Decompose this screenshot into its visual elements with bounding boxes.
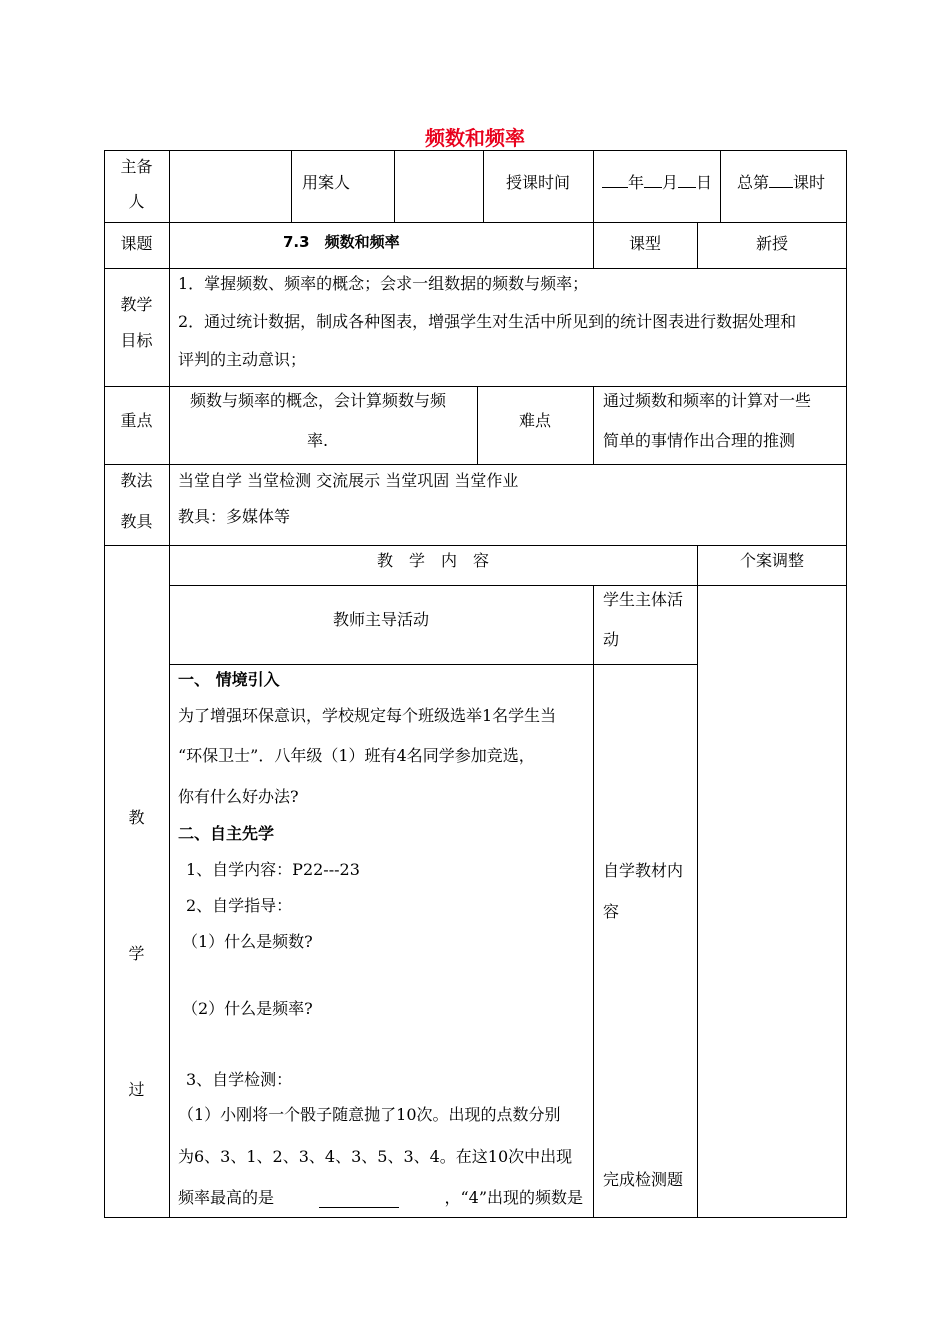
section-1-title: 一、 情境引入 bbox=[178, 670, 280, 689]
table-border-bottom bbox=[104, 1217, 847, 1218]
section-1-text: 你有什么好办法? bbox=[178, 787, 299, 806]
methods-label: 教法 bbox=[120, 471, 153, 490]
row-divider bbox=[104, 545, 847, 546]
question: （1）什么是频数? bbox=[182, 932, 313, 951]
process-label-char: 教 bbox=[128, 808, 145, 827]
row-divider bbox=[169, 664, 697, 665]
lesson-count: 总第 课时 bbox=[737, 173, 826, 192]
row-divider bbox=[169, 585, 847, 586]
student-note-2: 容 bbox=[603, 902, 620, 921]
exercise-text: 为6、3、1、2、3、4、3、5、3、4。在这10次中出现 bbox=[178, 1147, 573, 1166]
objective-3: 评判的主动意识； bbox=[178, 350, 307, 369]
col-divider bbox=[169, 150, 170, 1218]
exercise-text: （1）小刚将一个骰子随意抛了10次。出现的点数分别 bbox=[178, 1105, 561, 1124]
self-study-item: 3、自学检测： bbox=[186, 1070, 293, 1089]
difficulty-label: 难点 bbox=[518, 411, 551, 430]
row-divider bbox=[104, 268, 847, 269]
process-label-char: 学 bbox=[128, 944, 145, 963]
student-header: 学生主体活 bbox=[603, 590, 684, 609]
difficulty-value-2: 简单的事情作出合理的推测 bbox=[603, 431, 796, 450]
date-field: 年 月 日 bbox=[602, 173, 712, 193]
row-divider bbox=[104, 386, 847, 387]
col-divider bbox=[291, 150, 292, 223]
tools-value: 教具：多媒体等 bbox=[178, 507, 291, 526]
preparer-label-2: 人 bbox=[128, 192, 145, 211]
topic-label: 课题 bbox=[120, 234, 153, 253]
table-border-right bbox=[846, 150, 847, 1218]
student-note: 自学教材内 bbox=[603, 861, 684, 880]
col-divider bbox=[394, 150, 395, 223]
answer-blank[interactable] bbox=[319, 1188, 399, 1208]
section-1-text: “环保卫士”．八年级（1）班有4名同学参加竞选， bbox=[178, 746, 535, 765]
methods-value: 当堂自学 当堂检测 交流展示 当堂巩固 当堂作业 bbox=[178, 471, 519, 490]
table-border-top bbox=[104, 150, 847, 151]
objectives-label: 教学 bbox=[120, 295, 153, 314]
exercise-text: 频率最高的是 ，“4”出现的频数是 bbox=[178, 1188, 583, 1207]
tools-label: 教具 bbox=[120, 512, 153, 531]
topic-value: 7.3 频数和频率 bbox=[283, 233, 400, 251]
type-value: 新授 bbox=[755, 234, 788, 253]
type-label: 课型 bbox=[628, 234, 661, 253]
keypoint-value: 频数与频率的概念，会计算频数与频 bbox=[190, 391, 447, 410]
self-study-item: 1、自学内容：P22---23 bbox=[186, 860, 360, 879]
keypoint-label: 重点 bbox=[120, 411, 153, 430]
question: （2）什么是频率? bbox=[182, 999, 313, 1018]
objective-1: 1．掌握频数、频率的概念；会求一组数据的频数与频率； bbox=[178, 274, 589, 293]
process-label-char: 过 bbox=[128, 1080, 145, 1099]
student-header-2: 动 bbox=[603, 630, 620, 649]
objective-2: 2．通过统计数据，制成各种图表，增强学生对生活中所见到的统计图表进行数据处理和 bbox=[178, 312, 797, 331]
preparer-label: 主备 bbox=[120, 157, 153, 176]
time-label: 授课时间 bbox=[505, 173, 570, 192]
objectives-label-2: 目标 bbox=[120, 331, 153, 350]
col-divider bbox=[697, 545, 698, 1218]
difficulty-value: 通过频数和频率的计算对一些 bbox=[603, 391, 812, 410]
teacher-header: 教师主导活动 bbox=[332, 610, 429, 629]
adjust-header: 个案调整 bbox=[739, 551, 804, 570]
col-divider bbox=[593, 386, 594, 465]
col-divider bbox=[593, 585, 594, 1218]
self-study-item: 2、自学指导： bbox=[186, 896, 293, 915]
col-divider bbox=[593, 150, 594, 223]
user-label: 用案人 bbox=[302, 173, 351, 192]
student-note-3: 完成检测题 bbox=[603, 1170, 684, 1189]
keypoint-value-2: 率. bbox=[307, 431, 329, 450]
page-title: 频数和频率 bbox=[425, 126, 525, 150]
section-2-title: 二、自主先学 bbox=[178, 824, 275, 843]
row-divider bbox=[104, 464, 847, 465]
section-1-text: 为了增强环保意识，学校规定每个班级选举1名学生当 bbox=[178, 706, 557, 725]
content-header: 教 学 内 容 bbox=[376, 551, 489, 570]
row-divider bbox=[104, 222, 847, 223]
col-divider bbox=[720, 150, 721, 223]
